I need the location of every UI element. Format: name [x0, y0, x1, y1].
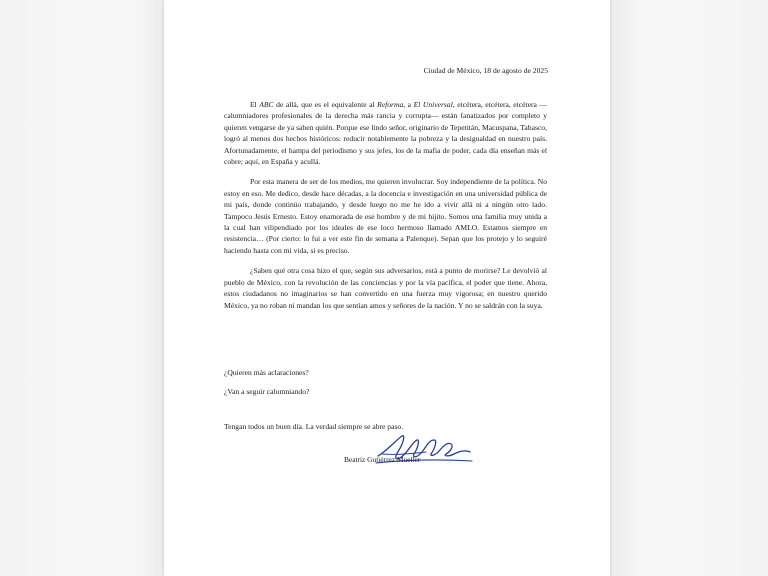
p1-reforma-title: Reforma	[377, 100, 404, 109]
closing-line: Tengan todos un buen día. La verdad siempre se abre paso.	[224, 422, 404, 431]
p1-text-e: , a	[403, 100, 414, 109]
p1-universal-title: El Universal	[413, 100, 453, 109]
left-margin-shade	[0, 0, 164, 576]
p1-text-g: , etcétera, etcétera, etcétera —calumniadores profesionales de la derecha más rancia y corrupta— están fanatizados por completo y quieren vengarse de ya saben quién. Porque ese lindo señor, originario de Tepetitán, Macuspana, Tabasco, logró al menos dos hechos históricos: reducir notablemente la pobreza y la desigualdad en nuestro país. Afortunadamente, el hampa del periodismo y sus jefes, los de la mafia de poder, cada día enseñan más el cobre; aquí, en España y acullá.	[224, 100, 547, 167]
paragraph-2: Por esta manera de ser de los medios, me quieren involucrar. Soy independiente de la política. No estoy en eso. Me dedico, desde hace décadas, a la docencia e investigación en una universidad pública de mi país, donde continúo trabajando, y desde luego no me he ido a vivir allá ni a ningún otro lado. Tampoco Jesús Ernesto. Estoy enamorada de ese hombre y de mi hijito. Somos una familia muy unida a la cual han vilipendiado por los ideales de ese loco hermoso llamado AMLO. Estamos siempre en resistencia… (Por cierto: lo fui a ver este fin de semana a Palenque). Sepan que los protejo y lo seguiré haciendo hasta con mi vida, si es preciso.	[224, 177, 547, 255]
paragraph-3: ¿Saben qué otra cosa hizo el que, según sus adversarios, está a punto de morirse? Le devolvió al pueblo de México, con la revolución de las conciencias y por la vía pacífica, el poder que tiene. Ahora, estos ciudadanos no imaginarios se han convertido en una fuerza muy vigorosa; en nuestro querido México, ya no roban ni mandan los que sentían amos y señores de la nación. Y no se saldrán con la suya.	[224, 266, 547, 310]
question-1: ¿Quieren más aclaraciones?	[224, 368, 309, 377]
signature-name: Beatriz Gutiérrez Mueller	[344, 455, 421, 464]
letter-page	[164, 0, 610, 576]
p1-text-c: de allá, que es el equivalente al	[273, 100, 378, 109]
paragraph-1	[224, 99, 547, 167]
question-2: ¿Van a seguir calumniando?	[224, 387, 310, 396]
letter-body	[224, 99, 547, 320]
p1-abc-title: ABC	[259, 100, 274, 109]
right-margin-shade	[610, 0, 768, 576]
p1-text-a: El	[250, 100, 260, 109]
date-line: Ciudad de México, 18 de agosto de 2025	[423, 66, 548, 75]
